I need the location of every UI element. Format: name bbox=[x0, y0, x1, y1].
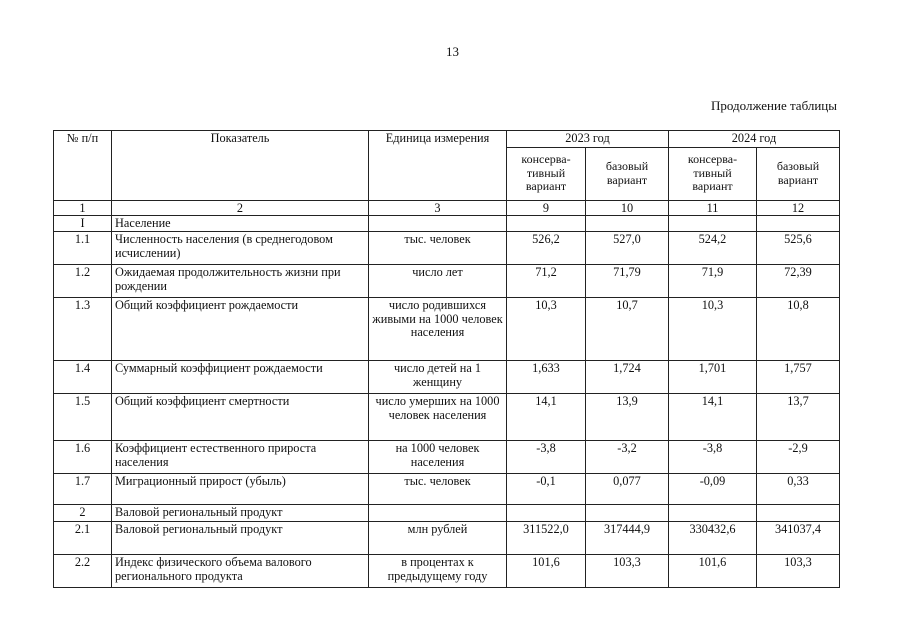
header-conservative-2023: консерва-тивный вариант bbox=[507, 147, 586, 200]
row-unit: тыс. человек bbox=[369, 232, 507, 265]
value-2024-base: 525,6 bbox=[757, 232, 840, 265]
value-2024-conservative: 1,701 bbox=[669, 361, 757, 394]
empty-cell bbox=[669, 215, 757, 232]
page-number: 13 bbox=[446, 44, 459, 59]
column-number-cell: 9 bbox=[507, 200, 586, 215]
row-unit: число детей на 1 женщину bbox=[369, 361, 507, 394]
header-year-2023: 2023 год bbox=[507, 131, 669, 148]
table-row bbox=[54, 394, 840, 441]
value-2024-conservative: 14,1 bbox=[669, 394, 757, 441]
value-2023-base: 10,7 bbox=[586, 298, 669, 361]
column-number-row bbox=[54, 200, 840, 215]
row-number: 1.5 bbox=[54, 394, 112, 441]
header-conservative-2024: консерва-тивный вариант bbox=[669, 147, 757, 200]
header-unit: Единица измерения bbox=[369, 131, 507, 201]
value-2023-base: 0,077 bbox=[586, 474, 669, 505]
row-indicator: Общий коэффициент смертности bbox=[112, 394, 369, 441]
value-2023-conservative: -3,8 bbox=[507, 441, 586, 474]
column-number-cell: 3 bbox=[369, 200, 507, 215]
value-2024-conservative: 71,9 bbox=[669, 265, 757, 298]
header-base-2024: базовый вариант bbox=[757, 147, 840, 200]
value-2024-conservative: 101,6 bbox=[669, 555, 757, 588]
row-number: I bbox=[54, 215, 112, 232]
row-indicator: Численность населения (в среднегодовом исчислении) bbox=[112, 232, 369, 265]
column-number-cell: 11 bbox=[669, 200, 757, 215]
row-unit: число умерших на 1000 человек населения bbox=[369, 394, 507, 441]
table-row bbox=[54, 555, 840, 588]
value-2024-base: 10,8 bbox=[757, 298, 840, 361]
empty-cell bbox=[507, 505, 586, 522]
empty-cell bbox=[507, 215, 586, 232]
table-body bbox=[54, 215, 840, 588]
value-2023-conservative: 101,6 bbox=[507, 555, 586, 588]
empty-cell bbox=[669, 505, 757, 522]
header-num: № п/п bbox=[54, 131, 112, 201]
value-2023-conservative: -0,1 bbox=[507, 474, 586, 505]
value-2024-base: 341037,4 bbox=[757, 522, 840, 555]
value-2024-base: 0,33 bbox=[757, 474, 840, 505]
value-2024-conservative: 10,3 bbox=[669, 298, 757, 361]
row-number: 1.1 bbox=[54, 232, 112, 265]
forecast-table bbox=[53, 130, 840, 588]
empty-cell bbox=[757, 215, 840, 232]
row-indicator: Валовой региональный продукт bbox=[112, 522, 369, 555]
value-2023-base: 71,79 bbox=[586, 265, 669, 298]
column-number-cell: 2 bbox=[112, 200, 369, 215]
value-2023-base: 1,724 bbox=[586, 361, 669, 394]
value-2024-base: 103,3 bbox=[757, 555, 840, 588]
value-2024-base: 72,39 bbox=[757, 265, 840, 298]
row-indicator: Индекс физического объема валового регионального продукта bbox=[112, 555, 369, 588]
row-number: 1.7 bbox=[54, 474, 112, 505]
column-number-cell: 12 bbox=[757, 200, 840, 215]
empty-cell bbox=[369, 215, 507, 232]
row-unit: число лет bbox=[369, 265, 507, 298]
header-base-2023: базовый вариант bbox=[586, 147, 669, 200]
value-2023-base: -3,2 bbox=[586, 441, 669, 474]
table-continuation-label: Продолжение таблицы bbox=[711, 98, 837, 113]
value-2023-conservative: 14,1 bbox=[507, 394, 586, 441]
table-row bbox=[54, 265, 840, 298]
value-2023-base: 13,9 bbox=[586, 394, 669, 441]
value-2023-conservative: 526,2 bbox=[507, 232, 586, 265]
value-2024-conservative: -3,8 bbox=[669, 441, 757, 474]
value-2024-base: 1,757 bbox=[757, 361, 840, 394]
value-2023-conservative: 311522,0 bbox=[507, 522, 586, 555]
row-indicator: Ожидаемая продолжительность жизни при рождении bbox=[112, 265, 369, 298]
header-row-1 bbox=[54, 131, 840, 148]
value-2023-base: 527,0 bbox=[586, 232, 669, 265]
row-unit: тыс. человек bbox=[369, 474, 507, 505]
table-row bbox=[54, 441, 840, 474]
table-row bbox=[54, 298, 840, 361]
row-unit: число родившихся живыми на 1000 человек населения bbox=[369, 298, 507, 361]
value-2024-conservative: 330432,6 bbox=[669, 522, 757, 555]
value-2024-base: -2,9 bbox=[757, 441, 840, 474]
row-number: 1.2 bbox=[54, 265, 112, 298]
row-indicator: Миграционный прирост (убыль) bbox=[112, 474, 369, 505]
row-number: 1.3 bbox=[54, 298, 112, 361]
value-2023-conservative: 1,633 bbox=[507, 361, 586, 394]
value-2024-base: 13,7 bbox=[757, 394, 840, 441]
empty-cell bbox=[757, 505, 840, 522]
table-row bbox=[54, 361, 840, 394]
empty-cell bbox=[586, 215, 669, 232]
value-2023-base: 317444,9 bbox=[586, 522, 669, 555]
row-number: 1.6 bbox=[54, 441, 112, 474]
empty-cell bbox=[369, 505, 507, 522]
section-row bbox=[54, 215, 840, 232]
table-row bbox=[54, 522, 840, 555]
row-number: 2.2 bbox=[54, 555, 112, 588]
column-number-cell: 1 bbox=[54, 200, 112, 215]
row-unit: в процентах к предыдущему году bbox=[369, 555, 507, 588]
column-number-cell: 10 bbox=[586, 200, 669, 215]
header-indicator: Показатель bbox=[112, 131, 369, 201]
value-2023-conservative: 71,2 bbox=[507, 265, 586, 298]
section-row bbox=[54, 505, 840, 522]
value-2024-conservative: -0,09 bbox=[669, 474, 757, 505]
row-number: 2 bbox=[54, 505, 112, 522]
row-indicator: Валовой региональный продукт bbox=[112, 505, 369, 522]
row-indicator: Население bbox=[112, 215, 369, 232]
row-unit: на 1000 человек населения bbox=[369, 441, 507, 474]
empty-cell bbox=[586, 505, 669, 522]
table-row bbox=[54, 474, 840, 505]
row-unit: млн рублей bbox=[369, 522, 507, 555]
row-indicator: Общий коэффициент рождаемости bbox=[112, 298, 369, 361]
table-row bbox=[54, 232, 840, 265]
row-number: 1.4 bbox=[54, 361, 112, 394]
header-year-2024: 2024 год bbox=[669, 131, 840, 148]
value-2024-conservative: 524,2 bbox=[669, 232, 757, 265]
row-indicator: Суммарный коэффициент рождаемости bbox=[112, 361, 369, 394]
row-indicator: Коэффициент естественного прироста населения bbox=[112, 441, 369, 474]
row-number: 2.1 bbox=[54, 522, 112, 555]
value-2023-base: 103,3 bbox=[586, 555, 669, 588]
value-2023-conservative: 10,3 bbox=[507, 298, 586, 361]
